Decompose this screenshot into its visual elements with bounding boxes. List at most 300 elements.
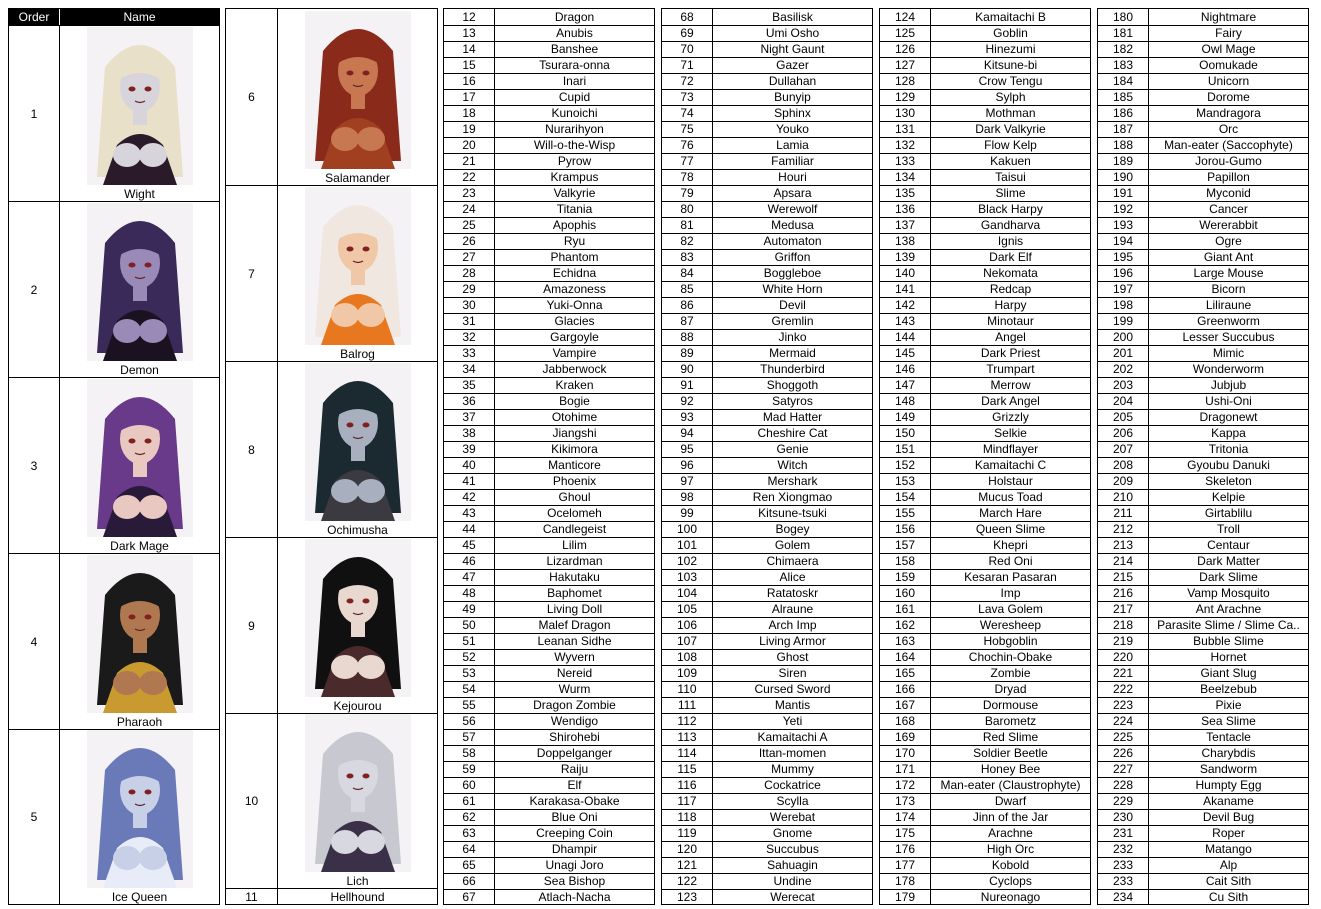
list-row [1098, 473, 1308, 489]
list-order: 158 [880, 554, 931, 569]
list-row [1098, 73, 1308, 89]
list-row [444, 281, 654, 297]
list-name: Hinezumi [985, 42, 1036, 56]
list-row [1098, 825, 1308, 841]
list-order: 104 [662, 586, 713, 601]
list-order: 84 [662, 266, 713, 281]
list-name: Automaton [763, 234, 822, 248]
list-row [662, 569, 872, 585]
list-order: 222 [1098, 682, 1149, 697]
list-name: Slime [995, 186, 1026, 200]
list-order: 99 [662, 506, 713, 521]
list-name: Vampire [552, 346, 597, 360]
list-order: 181 [1098, 26, 1149, 41]
list-row [880, 521, 1090, 537]
list-order: 60 [444, 778, 495, 793]
list-order: 189 [1098, 154, 1149, 169]
list-order: 130 [880, 106, 931, 121]
list-order: 164 [880, 650, 931, 665]
list-name: Wererabbit [1199, 218, 1258, 232]
list-row [880, 233, 1090, 249]
list-name: March Hare [979, 506, 1042, 520]
list-order: 41 [444, 474, 495, 489]
list-name: Cait Sith [1205, 874, 1252, 888]
list-name: Bunyip [774, 90, 811, 104]
list-name: Merrow [990, 378, 1031, 392]
list-name: Sahuagin [767, 858, 818, 872]
list-order: 196 [1098, 266, 1149, 281]
list-order: 18 [444, 106, 495, 121]
list-order: 149 [880, 410, 931, 425]
list-order: 203 [1098, 378, 1149, 393]
list-order: 42 [444, 490, 495, 505]
list-name: Nereid [556, 666, 593, 680]
list-name: Chimaera [766, 554, 819, 568]
list-row [444, 217, 654, 233]
list-order: 226 [1098, 746, 1149, 761]
list-row [880, 601, 1090, 617]
list-name: Werecat [770, 890, 815, 904]
rank-order: 2 [9, 202, 60, 377]
list-order: 177 [880, 858, 931, 873]
list-name: Hakutaku [549, 570, 600, 584]
list-column-3 [879, 8, 1091, 905]
list-order: 138 [880, 234, 931, 249]
list-order: 125 [880, 26, 931, 41]
list-order: 34 [444, 362, 495, 377]
list-order: 185 [1098, 90, 1149, 105]
list-name: Shoggoth [766, 378, 819, 392]
list-order: 105 [662, 602, 713, 617]
list-name: Karakasa-Obake [529, 794, 620, 808]
list-name: Youko [776, 122, 809, 136]
list-name: Siren [778, 666, 807, 680]
list-name: Tritonia [1208, 442, 1249, 456]
list-row [662, 281, 872, 297]
list-row [880, 377, 1090, 393]
list-order: 122 [662, 874, 713, 889]
list-name: Elf [567, 778, 582, 792]
list-row [444, 185, 654, 201]
list-row [444, 809, 654, 825]
character-portrait [87, 730, 193, 888]
list-name: Alice [779, 570, 806, 584]
list-column-2 [661, 8, 873, 905]
list-row [662, 729, 872, 745]
list-order: 219 [1098, 634, 1149, 649]
list-name: Chochin-Obake [968, 650, 1053, 664]
list-row [662, 169, 872, 185]
list-order: 58 [444, 746, 495, 761]
list-row [1098, 553, 1308, 569]
list-name: Boggleboe [763, 266, 822, 280]
list-row [880, 169, 1090, 185]
list-row [880, 185, 1090, 201]
list-order: 79 [662, 186, 713, 201]
list-row [1098, 537, 1308, 553]
list-name: Creeping Coin [536, 826, 613, 840]
list-name: Will-o-the-Wisp [533, 138, 616, 152]
portrait-cell [60, 26, 219, 201]
list-order: 173 [880, 794, 931, 809]
list-name: Gyoubu Danuki [1187, 458, 1270, 472]
list-row [662, 345, 872, 361]
character-name: Ice Queen [111, 890, 168, 904]
list-row [662, 553, 872, 569]
list-row [444, 489, 654, 505]
rank-order: 5 [9, 730, 60, 904]
list-row [444, 473, 654, 489]
list-row [444, 777, 654, 793]
list-name: Candlegeist [542, 522, 607, 536]
list-row [662, 73, 872, 89]
list-order: 207 [1098, 442, 1149, 457]
list-order: 91 [662, 378, 713, 393]
list-row [444, 73, 654, 89]
list-row [1098, 633, 1308, 649]
list-row [880, 857, 1090, 873]
list-row [1098, 89, 1308, 105]
list-name: Minotaur [987, 314, 1034, 328]
character-portrait [87, 555, 193, 713]
list-order: 195 [1098, 250, 1149, 265]
ranked-row [226, 361, 437, 537]
list-name: Anubis [556, 26, 593, 40]
list-name: Tsurara-onna [539, 58, 610, 72]
list-name: Umi Osho [765, 26, 820, 40]
list-order: 228 [1098, 778, 1149, 793]
list-row [1098, 281, 1308, 297]
list-name: Krampus [550, 170, 599, 184]
list-row [1098, 345, 1308, 361]
list-row [1098, 265, 1308, 281]
list-name: Dorome [1207, 90, 1250, 104]
list-order: 230 [1098, 810, 1149, 825]
list-row [444, 569, 654, 585]
list-name: Mothman [985, 106, 1036, 120]
list-order: 144 [880, 330, 931, 345]
list-row [444, 297, 654, 313]
list-order: 63 [444, 826, 495, 841]
list-row [662, 89, 872, 105]
list-name: Echidna [552, 266, 597, 280]
rank-order: 7 [226, 186, 278, 361]
list-order: 75 [662, 122, 713, 137]
list-row [880, 761, 1090, 777]
list-order: 47 [444, 570, 495, 585]
list-name: Gazer [776, 58, 809, 72]
list-order: 83 [662, 250, 713, 265]
list-row [444, 697, 654, 713]
list-name: Centaur [1207, 538, 1250, 552]
list-order: 26 [444, 234, 495, 249]
list-order: 23 [444, 186, 495, 201]
portrait-cell [60, 554, 219, 729]
list-row [444, 105, 654, 121]
list-name: Devil Bug [1202, 810, 1255, 824]
list-name: Kappa [1211, 426, 1246, 440]
list-order: 213 [1098, 538, 1149, 553]
list-row [662, 521, 872, 537]
list-name: Man-eater (Claustrophyte) [940, 778, 1081, 792]
portrait-cell [278, 362, 437, 537]
list-order: 101 [662, 538, 713, 553]
list-name: Skeleton [1205, 474, 1252, 488]
list-order: 150 [880, 426, 931, 441]
list-row [1098, 665, 1308, 681]
list-row [444, 25, 654, 41]
list-order: 114 [662, 746, 713, 761]
list-order: 29 [444, 282, 495, 297]
list-row [662, 41, 872, 57]
list-order: 65 [444, 858, 495, 873]
list-order: 152 [880, 458, 931, 473]
list-row [1098, 681, 1308, 697]
list-order: 51 [444, 634, 495, 649]
list-order: 38 [444, 426, 495, 441]
list-row [1098, 649, 1308, 665]
list-name: Troll [1217, 522, 1240, 536]
list-name: Nureonago [980, 890, 1041, 904]
list-order: 179 [880, 890, 931, 905]
list-name: Dryad [994, 682, 1027, 696]
list-name: Flow Kelp [984, 138, 1037, 152]
list-row [880, 825, 1090, 841]
list-order: 161 [880, 602, 931, 617]
list-row [1098, 329, 1308, 345]
list-row [880, 313, 1090, 329]
list-name: Wendigo [550, 714, 599, 728]
list-row [880, 25, 1090, 41]
list-row [444, 713, 654, 729]
list-name: Ratatoskr [766, 586, 819, 600]
list-name: Bubble Slime [1193, 634, 1264, 648]
list-row [1098, 201, 1308, 217]
list-name: Cu Sith [1208, 890, 1249, 904]
list-row [444, 41, 654, 57]
character-name: Salamander [325, 171, 390, 185]
list-name: Selkie [994, 426, 1027, 440]
list-order: 45 [444, 538, 495, 553]
list-row [444, 425, 654, 441]
list-row [1098, 393, 1308, 409]
list-name: Lesser Succubus [1182, 330, 1275, 344]
list-row [880, 121, 1090, 137]
character-name: Lich [346, 874, 369, 888]
list-order: 124 [880, 9, 931, 25]
list-order: 115 [662, 762, 713, 777]
list-row [1098, 489, 1308, 505]
list-row [444, 265, 654, 281]
list-name: Living Armor [759, 634, 826, 648]
list-row [880, 329, 1090, 345]
list-name: Bogey [775, 522, 810, 536]
ranked-table-continued [225, 8, 438, 905]
list-name: Phantom [550, 250, 599, 264]
list-order: 131 [880, 122, 931, 137]
list-name: Succubus [766, 842, 819, 856]
list-name: Sea Bishop [543, 874, 606, 888]
list-row [662, 889, 872, 905]
table-header [9, 9, 219, 25]
portrait-cell [60, 378, 219, 553]
list-row [444, 121, 654, 137]
list-row [1098, 57, 1308, 73]
list-order: 134 [880, 170, 931, 185]
list-name: Jinn of the Jar [972, 810, 1049, 824]
list-order: 206 [1098, 426, 1149, 441]
list-row [880, 569, 1090, 585]
list-row [880, 681, 1090, 697]
list-order: 159 [880, 570, 931, 585]
list-name: Girtablilu [1204, 506, 1253, 520]
list-name: Orc [1218, 122, 1239, 136]
list-order: 221 [1098, 666, 1149, 681]
list-order: 55 [444, 698, 495, 713]
list-order: 142 [880, 298, 931, 313]
list-row [880, 265, 1090, 281]
list-order: 77 [662, 154, 713, 169]
list-order: 153 [880, 474, 931, 489]
list-order: 162 [880, 618, 931, 633]
list-name: Dullahan [768, 74, 817, 88]
list-row [444, 57, 654, 73]
list-order: 74 [662, 106, 713, 121]
list-row [1098, 137, 1308, 153]
list-order: 78 [662, 170, 713, 185]
list-name: Large Mouse [1193, 266, 1264, 280]
list-row [444, 457, 654, 473]
character-name: Dark Mage [110, 539, 169, 553]
list-order: 214 [1098, 554, 1149, 569]
list-row [444, 9, 654, 25]
list-row [662, 841, 872, 857]
list-order: 21 [444, 154, 495, 169]
list-row [444, 169, 654, 185]
list-row [880, 841, 1090, 857]
list-row [880, 217, 1090, 233]
list-row [880, 201, 1090, 217]
list-name: Oomukade [1199, 58, 1258, 72]
list-order: 95 [662, 442, 713, 457]
list-name: Mad Hatter [762, 410, 823, 424]
list-name: Cupid [558, 90, 591, 104]
list-order: 217 [1098, 602, 1149, 617]
list-order: 132 [880, 138, 931, 153]
character-portrait [305, 11, 411, 169]
list-order: 102 [662, 554, 713, 569]
list-name: Dark Valkyrie [975, 122, 1046, 136]
list-row [662, 825, 872, 841]
list-order: 32 [444, 330, 495, 345]
list-order: 111 [662, 698, 713, 713]
list-order: 53 [444, 666, 495, 681]
list-row [1098, 873, 1308, 889]
list-row [444, 153, 654, 169]
list-order: 70 [662, 42, 713, 57]
list-name: Kakuen [990, 154, 1031, 168]
list-row [1098, 313, 1308, 329]
list-order: 49 [444, 602, 495, 617]
list-name: Myconid [1206, 186, 1251, 200]
list-row [662, 857, 872, 873]
ranked-row [226, 713, 437, 888]
list-name: Gnome [772, 826, 813, 840]
list-name: Cheshire Cat [757, 426, 828, 440]
list-name: Dragon Zombie [533, 698, 616, 712]
list-row [880, 793, 1090, 809]
list-row [444, 313, 654, 329]
list-name: Ghost [776, 650, 809, 664]
list-order: 72 [662, 74, 713, 89]
list-name: Yeti [782, 714, 803, 728]
list-order: 94 [662, 426, 713, 441]
list-row [1098, 617, 1308, 633]
list-row [880, 697, 1090, 713]
rank-order: 9 [226, 538, 278, 713]
list-order: 113 [662, 730, 713, 745]
list-order: 172 [880, 778, 931, 793]
ranked-row [9, 729, 219, 904]
list-order: 12 [444, 9, 495, 25]
list-row [880, 41, 1090, 57]
list-order: 110 [662, 682, 713, 697]
list-order: 232 [1098, 842, 1149, 857]
ranked-row [9, 201, 219, 377]
list-row [662, 809, 872, 825]
list-row [1098, 441, 1308, 457]
list-order: 193 [1098, 218, 1149, 233]
list-name: Fairy [1215, 26, 1242, 40]
list-name: Manticore [548, 458, 601, 472]
portrait-cell [60, 730, 219, 904]
list-row [662, 153, 872, 169]
list-name: Lava Golem [978, 602, 1043, 616]
list-name: Apsara [773, 186, 812, 200]
list-name: Mucus Toad [978, 490, 1043, 504]
list-name: Genie [776, 442, 809, 456]
list-row [662, 425, 872, 441]
list-row [1098, 793, 1308, 809]
list-order: 25 [444, 218, 495, 233]
list-row [880, 249, 1090, 265]
list-order: 151 [880, 442, 931, 457]
list-order: 92 [662, 394, 713, 409]
list-row [662, 633, 872, 649]
list-name: Holstaur [988, 474, 1033, 488]
portrait-cell [278, 9, 437, 185]
list-order: 191 [1098, 186, 1149, 201]
list-order: 20 [444, 138, 495, 153]
list-name: Familiar [771, 154, 814, 168]
list-order: 135 [880, 186, 931, 201]
list-name: Sylph [995, 90, 1026, 104]
list-order: 30 [444, 298, 495, 313]
list-order: 231 [1098, 826, 1149, 841]
list-row [662, 121, 872, 137]
list-order: 174 [880, 810, 931, 825]
list-name: Nekomata [983, 266, 1038, 280]
list-row [880, 345, 1090, 361]
list-row [880, 89, 1090, 105]
list-row [444, 137, 654, 153]
list-name: Lizardman [546, 554, 603, 568]
list-order: 117 [662, 794, 713, 809]
list-row [880, 505, 1090, 521]
list-row [880, 617, 1090, 633]
list-row [662, 25, 872, 41]
list-row [444, 649, 654, 665]
